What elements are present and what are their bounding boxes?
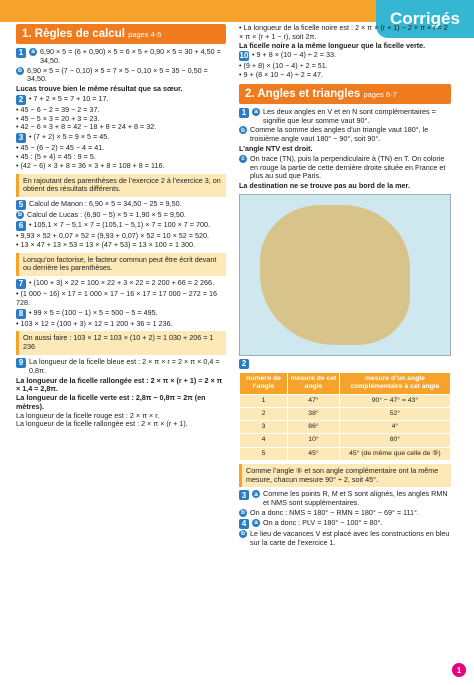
list-item: 1 a 6,90 × 5 = (6 + 0,90) × 5 = 6 × 5 + 0,90 × 5 = 30 + 4,50 = 34,50. [16, 48, 226, 66]
section-header-1: 1. Règles de calcul pages 4-5 [16, 24, 226, 44]
table-row: 2 38° 52° [240, 407, 451, 420]
france-map [239, 194, 451, 356]
note-box: Lorsqu’on factorise, le facteur commun peut être écrit devant ou derrière les parenthèses. [16, 253, 226, 277]
map-land [260, 205, 410, 345]
section-header-2: 2. Angles et triangles pages 6-7 [239, 84, 451, 104]
list-item: b 6,90 × 5 = (7 − 0,10) × 5 = 7 × 5 − 0,10 × 5 = 35 − 0,50 = 34,50. [18, 65, 208, 84]
page-title: Corrigés [376, 0, 474, 38]
table-row: 3 86° 4° [240, 421, 451, 434]
table-row: 4 10° 80° [240, 434, 451, 447]
list-item: Lucas trouve bien le même résultat que sa sœur. [16, 84, 183, 94]
table-row: 5 45° 45° (de même que celle de ⑤) [240, 447, 451, 460]
right-column: • La longueur de la ficelle noire est : 2 × π × (r + 1) − 2 × π × r = 2 × π × (r + 1 − r), soit 2π. La ficelle noire a la même longueur que la ficelle verte. 10 • 9 + 8 × (10 − 4) ÷ 2 = 33. • (9 + 8) × (10 − 4) ÷ 2 = 51. • 9 + (8 × 10 − 4) ÷ 2 = 47. 2. Angles et triangles pages 6-7 1 a Les deux angles en V et en N sont complémentaires = signifie que leur somme vaut 90°. b Comme la somme des angles d’un triangle vaut 180°, le troisième angle vaut 180° − 90°, soit 90°. L’angle NTV est droit. c On trace (TN), puis la perpendiculaire à (TN) en T. On colorie en rouge la partie de cette dernière droite située en France et plus au sud que Paris. La destination ne se trouve pas au bord de la mer. 2 numéro de l’angle mesure de cet angle mesure d’un angle complémentaire à cet angle 1 47° 90° − 47° = 43° 2 38° 52° 3 86° 4° 4 10° 80° 5 45° 45° (de même que celle de ⑤) Comme l’angle ⑤ et son angle complémentaire ont la même mesure, chacun mesure 90° ÷ 2, soit 45°. 3 a Comme les points R, M et S sont alignés, les angles RMN et NMS sont supplémentaires. b On a donc : NMS = 180° − RMN = 180° − 69° = 111°. 4 a On a donc : PLV = 180° − 100° = 80°. b Le lieu de vacances V est placé avec les constructions en bleu sur la carte de l’exercice 1. [239, 23, 450, 547]
note-box: En rajoutant des parenthèses de l’exercice 2 à l’exercice 3, on obtient des résultats différents. [16, 174, 226, 198]
page-number: 1 [452, 663, 466, 677]
angles-table: numéro de l’angle mesure de cet angle mesure d’un angle complémentaire à cet angle 1 47° 90° − 47° = 43° 2 38° 52° 3 86° 4° 4 10° 80° 5 45° 45° (de même que celle de ⑤) [239, 372, 451, 461]
note-box: On aussi faire : 103 × 12 = 103 × (10 + 2) = 1 030 + 206 = 1 236 [16, 331, 226, 355]
table-row: 1 47° 90° − 47° = 43° [240, 394, 451, 407]
left-column: 1. Règles de calcul pages 4-5 1 a 6,90 × 5 = (6 + 0,90) × 5 = 6 × 5 + 0,90 × 5 = 30 + 4,50 = 34,50. b 6,90 × 5 = (7 − 0,10) × 5 = 7 × 5 − 0,10 × 5 = 35 − 0,50 = 34,50. Lucas trouve bien le même résultat que sa sœur. 2 • 7 + 2 × 5 = 7 + 10 = 17. • 45 − 6 − 2 = 39 − 2 = 37. • 45 − 5 × 3 = 20 + 3 = 23. • 42 − 6 × 3 + 8 = 42 − 18 + 8 = 24 + 8 = 32. 3 • (7 + 2) × 5 = 9 × 5 = 45. • 45 − (6 − 2) = 45 − 4 = 41. • 45 : (5 + 4) = 45 : 9 = 5. • (42 − 6) × 3 + 8 = 36 × 3 + 8 = 108 + 8 = 116. En rajoutant des parenthèses de l’exercice 2 à l’exercice 3, on obtient des résultats différents. 5 Calcul de Manon : 6,90 × 5 = 34,50 − 25 = 9,50. b Calcul de Lucas : (6,90 − 5) × 5 = 1,90 × 5 = 9,50. 6 • 105,1 × 7 − 5,1 × 7 = (105,1 − 5,1) × 7 = 100 × 7 = 700. • 9,93 × 52 + 0,07 × 52 = (9,93 + 0,07) × 52 = 10 × 52 = 520. • 13 × 47 + 13 × 53 = 13 × (47 + 53) = 13 × 100 = 1 300. Lorsqu’on factorise, le facteur commun peut être écrit devant ou derrière les parenthèses. 7 • (100 + 3) × 22 = 100 × 22 + 3 × 22 = 2 200 + 66 = 2 266. • (1 000 − 16) × 17 = 1 000 × 17 − 16 × 17 = 17 000 − 272 = 16 728. 8 • 99 × 5 = (100 − 1) × 5 = 500 − 5 = 495. • 103 × 12 = (100 + 3) × 12 = 1 200 + 36 = 1 236. On aussi faire : 103 × 12 = 103 × (10 + 2) = 1 030 + 206 = 1 236 9 La longueur de la ficelle bleue est : 2 × π × r = 2 × π × 0,4 = 0,8π. La longueur de la ficelle rallongée est : 2 × π × (r + 1) = 2 × π × 1,4 = 2,8π. La longueur de la ficelle verte est : 2,8π − 0,8π = 2π (en mètres). La longueur de la ficelle rouge est : 2 × π × r. La longueur de la ficelle rallongée est : 2 × π × (r + 1). [16, 24, 226, 429]
